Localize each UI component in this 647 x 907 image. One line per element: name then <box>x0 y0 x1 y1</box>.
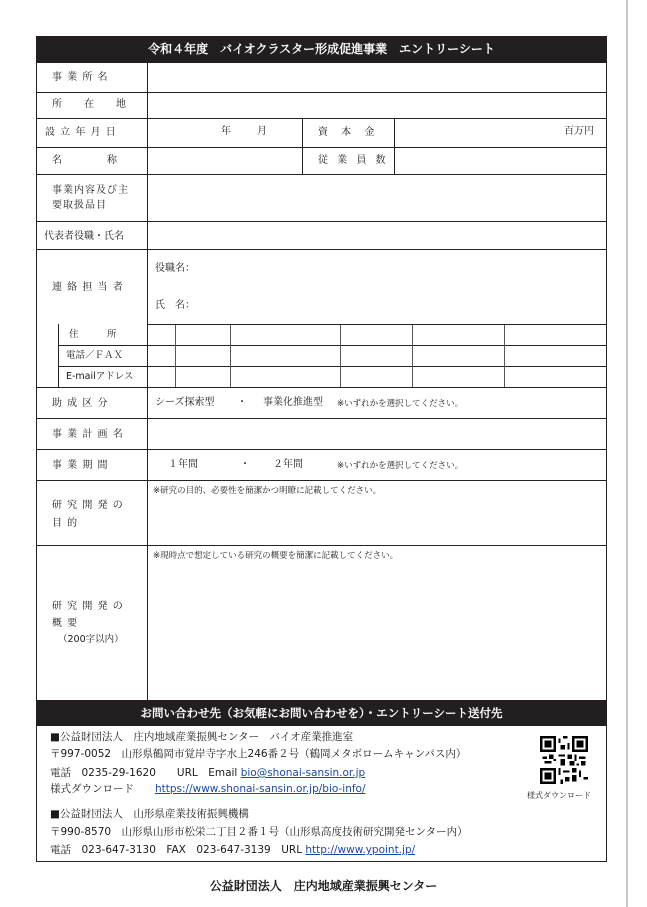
org2-name: ■公益財団法人 山形県産業技術振興機構 <box>50 808 249 820</box>
capital-label: 資 本 金 <box>318 127 380 138</box>
contact-header: お問い合わせ先（お気軽にお問い合わせを）・エントリーシート送付先 <box>36 700 607 726</box>
org1-download-line <box>50 781 366 797</box>
period-option-1yr[interactable]: １年間 <box>168 459 198 470</box>
purpose-label: 研 究 開 発 の 目 的 <box>52 500 124 529</box>
year-mark: 年 <box>221 126 231 137</box>
company-name-label: 事 業 所 名 <box>52 72 109 83</box>
org1-download-label: 様式ダウンロード <box>50 783 155 795</box>
person-name-label: 氏 名： <box>155 300 195 311</box>
grant-separator: ・ <box>237 397 247 408</box>
period-option-2yr[interactable]: ２年間 <box>273 459 303 470</box>
phone-fax-label: 電話／ＦＡＸ <box>66 350 124 361</box>
period-separator: ・ <box>240 459 250 470</box>
email-label: E-mailアドレス <box>66 371 134 382</box>
employees-label: 従 業 員 数 <box>318 155 389 166</box>
purpose-note: ※研究の目的、必要性を簡潔かつ明瞭に記載してください。 <box>153 486 382 496</box>
representative-label: 代表者役職・氏名 <box>44 231 124 242</box>
address-label: 所 在 地 <box>52 99 132 110</box>
capital-unit: 百万円 <box>564 126 594 137</box>
org2-url-link[interactable]: http://www.ypoint.jp/ <box>305 844 416 856</box>
position-label: 役職名： <box>155 263 195 274</box>
summary-limit: （200字以内） <box>58 634 124 645</box>
org2-phone-line <box>50 842 415 858</box>
org2-address: 〒990-8570 山形県山形市松栄二丁目２番１号（山形県高度技術研究開発センター内） <box>50 826 468 838</box>
name-label: 名 称 <box>52 155 118 166</box>
page-edge <box>626 0 628 907</box>
contact-person-label: 連 絡 担 当 者 <box>52 282 124 293</box>
month-mark: 月 <box>257 126 267 137</box>
business-label: 事業内容及び主要取扱品目 <box>52 185 129 211</box>
grant-option-commercial[interactable]: 事業化推進型 <box>263 397 323 408</box>
qr-caption: 様式ダウンロード <box>527 791 591 800</box>
org1-address: 〒997-0052 山形県鶴岡市覚岸寺字水上246番２号（鶴岡メタボロームキャンパス内） <box>50 748 467 760</box>
org1-name: ■公益財団法人 庄内地域産業振興センター バイオ産業推進室 <box>50 731 354 743</box>
form-title: 令和４年度 バイオクラスター形成促進事業 エントリーシート <box>36 36 607 63</box>
contact-address-label: 住 所 <box>69 329 117 340</box>
established-label: 設 立 年 月 日 <box>45 127 117 138</box>
summary-note: ※現時点で想定している研究の概要を簡潔に記載してください。 <box>153 551 399 561</box>
footer-organization: 公益財団法人 庄内地域産業振興センター <box>209 879 438 893</box>
org1-phone-line <box>50 765 365 781</box>
org1-url-link[interactable]: https://www.shonai-sansin.or.jp/bio-info/ <box>155 783 366 795</box>
grant-category-label: 助 成 区 分 <box>52 398 109 409</box>
period-label: 事 業 期 間 <box>52 460 109 471</box>
grant-option-seeds[interactable]: シーズ探索型 <box>155 397 215 408</box>
period-note: ※いずれかを選択してください。 <box>337 461 464 471</box>
plan-name-label: 事 業 計 画 名 <box>52 429 124 440</box>
qr-code-icon[interactable] <box>540 736 588 784</box>
summary-label: 研 究 開 発 の 概 要 <box>52 601 124 629</box>
org1-email-link[interactable]: bio@shonai-sansin.or.jp <box>240 767 366 779</box>
org2-phone: 電話 023-647-3130 FAX 023-647-3139 URL <box>50 844 303 856</box>
grant-note: ※いずれかを選択してください。 <box>337 399 464 409</box>
org1-phone: 電話 0235-29-1620 URL Email <box>50 767 238 779</box>
